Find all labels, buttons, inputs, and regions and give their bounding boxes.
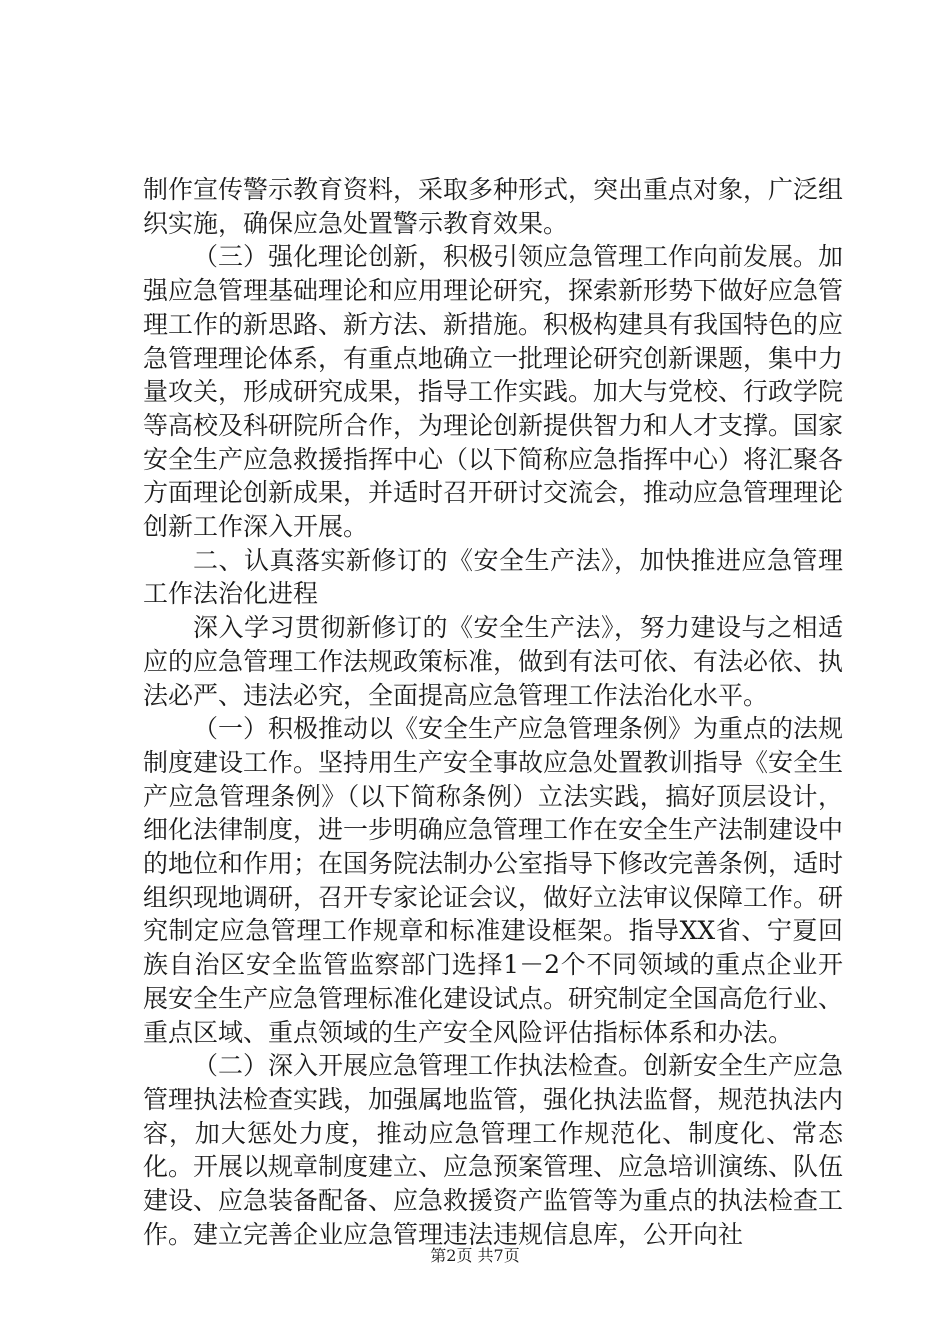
paragraph: （二）深入开展应急管理工作执法检查。创新安全生产应急管理执法检查实践，加强属地监管，强化执法监督，规范执法内容，加大惩处力度，推动应急管理工作规范化、制度化、常态化。开展以规章制度建立、应急预案管理、应急培训演练、队伍建设、应急装备配备、应急救援资产监管等为重点的执法检查工作。建立完善企业应急管理违法违规信息库，公开向社	[143, 1051, 844, 1249]
paragraph: （一）积极推动以《安全生产应急管理条例》为重点的法规制度建设工作。坚持用生产安全事故应急处置教训指导《安全生产应急管理条例》（以下简称条例）立法实践，搞好顶层设计，细化法律制度，进一步明确应急管理工作在安全生产法制建设中的地位和作用；在国务院法制办公室指导下修改完善条例，适时组织现地调研，召开专家论证会议，做好立法审议保障工作。研究制定应急管理工作规章和标准建设框架。指导XX省、宁夏回族自治区安全监管监察部门选择1－2个不同领域的重点企业开展安全生产应急管理标准化建设试点。研究制定全国高危行业、重点区域、重点领域的生产安全风险评估指标体系和办法。	[143, 714, 844, 1047]
document-body	[143, 173, 843, 1252]
page-number-footer: 第2页 共7页	[430, 1246, 520, 1265]
paragraph: 制作宣传警示教育资料，采取多种形式，突出重点对象，广泛组织实施，确保应急处置警示教育效果。	[143, 175, 844, 238]
paragraph: 深入学习贯彻新修订的《安全生产法》，努力建设与之相适应的应急管理工作法规政策标准，做到有法可依、有法必依、执法必严、违法必究，全面提高应急管理工作法治化水平。	[143, 613, 844, 710]
paragraph: （三）强化理论创新，积极引领应急管理工作向前发展。加强应急管理基础理论和应用理论研究，探索新形势下做好应急管理工作的新思路、新方法、新措施。积极构建具有我国特色的应急管理理论体系，有重点地确立一批理论研究创新课题，集中力量攻关，形成研究成果，指导工作实践。加大与党校、行政学院等高校及科研院所合作，为理论创新提供智力和人才支撑。国家安全生产应急救援指挥中心（以下简称应急指挥中心）将汇聚各方面理论创新成果，并适时召开研讨交流会，推动应急管理理论创新工作深入开展。	[143, 242, 844, 542]
section-heading: 二、认真落实新修订的《安全生产法》，加快推进应急管理工作法治化进程	[143, 545, 843, 609]
